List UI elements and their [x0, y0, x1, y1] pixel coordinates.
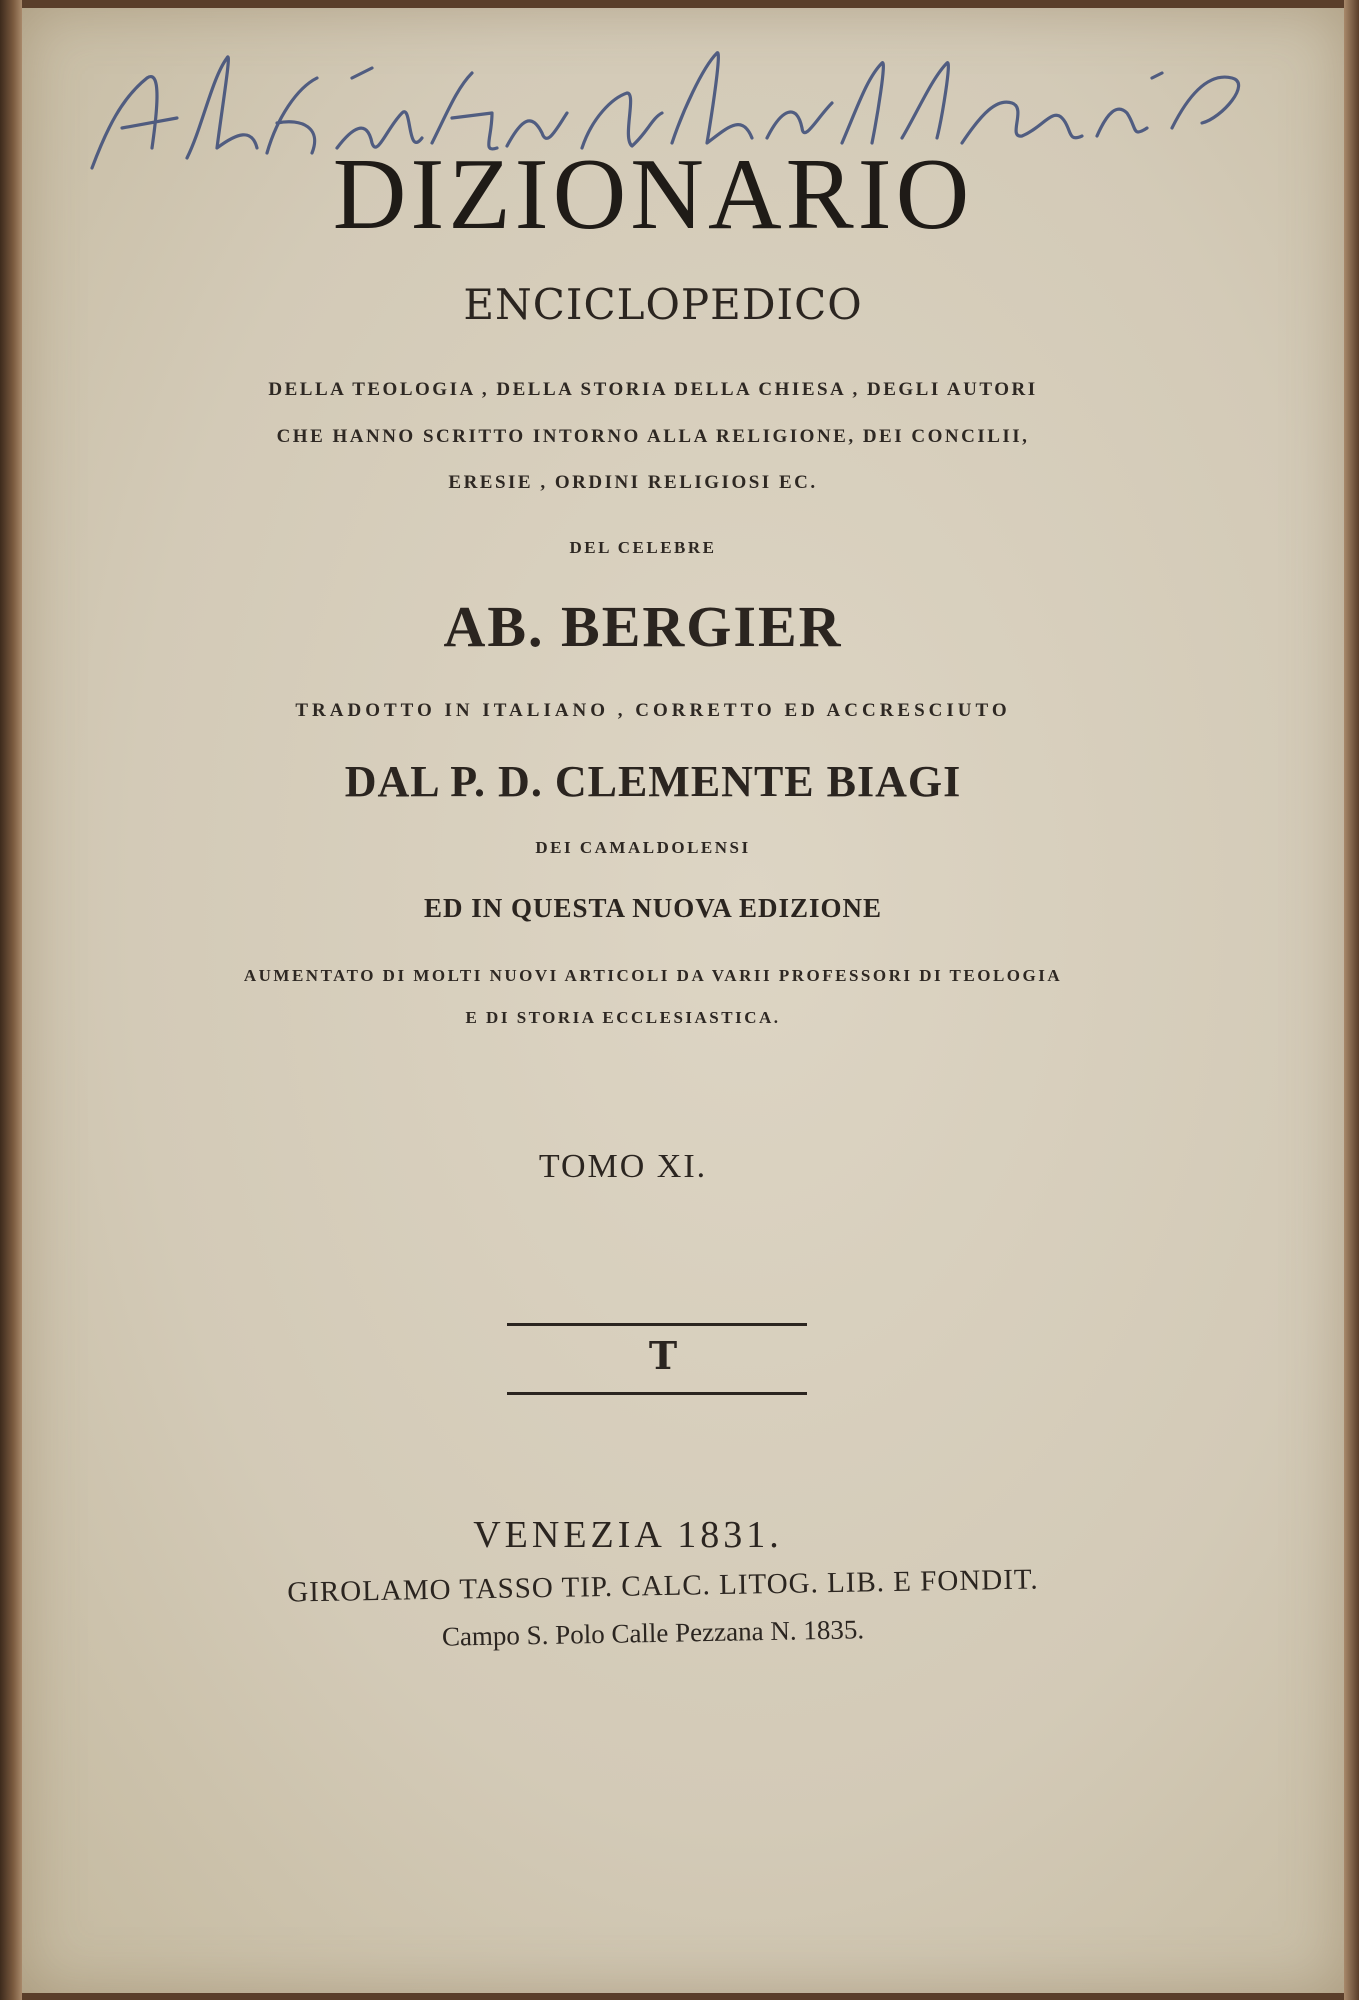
rule-top — [507, 1323, 807, 1326]
description-line: CHE HANNO SCRITTO INTORNO ALLA RELIGIONE, DEI CONCILII, — [276, 426, 1030, 447]
augmentation-line: AUMENTATO DI MOLTI NUOVI ARTICOLI DA VARII PROFESSORI DI TEOLOGIA — [243, 966, 1063, 985]
imprint-city-year: VENEZIA 1831. — [473, 1514, 783, 1556]
author-intro: DEL CELEBRE — [569, 538, 717, 557]
volume-letter: T — [648, 1333, 678, 1378]
rule-bottom — [507, 1392, 807, 1395]
book-title: DIZIONARIO — [332, 138, 974, 251]
description-line: DELLA TEOLOGIA , DELLA STORIA DELLA CHIESA , DEGLI AUTORI — [268, 379, 1038, 400]
imprint-printer: GIROLAMO TASSO TIP. CALC. LITOG. LIB. E FONDIT. — [287, 1563, 1039, 1609]
volume-number: TOMO XI. — [538, 1148, 708, 1185]
page-edge — [1344, 0, 1359, 2000]
translation-note: TRADOTTO IN ITALIANO , CORRETTO ED ACCRESCIUTO — [295, 700, 1011, 721]
description-line: ERESIE , ORDINI RELIGIOSI EC. — [448, 472, 818, 493]
imprint-address: Campo S. Polo Calle Pezzana N. 1835. — [441, 1614, 865, 1652]
title-page — [22, 8, 1344, 1993]
edition-note: ED IN QUESTA NUOVA EDIZIONE — [423, 893, 883, 923]
augmentation-line: E DI STORIA ECCLESIASTICA. — [465, 1008, 781, 1027]
translator-name: DAL P. D. CLEMENTE BIAGI — [344, 757, 962, 806]
book-subtitle: ENCICLOPEDICO — [463, 280, 863, 329]
book-spine — [0, 0, 22, 2000]
translator-order: DEI CAMALDOLENSI — [535, 838, 751, 857]
author-name: AB. BERGIER — [443, 594, 843, 659]
